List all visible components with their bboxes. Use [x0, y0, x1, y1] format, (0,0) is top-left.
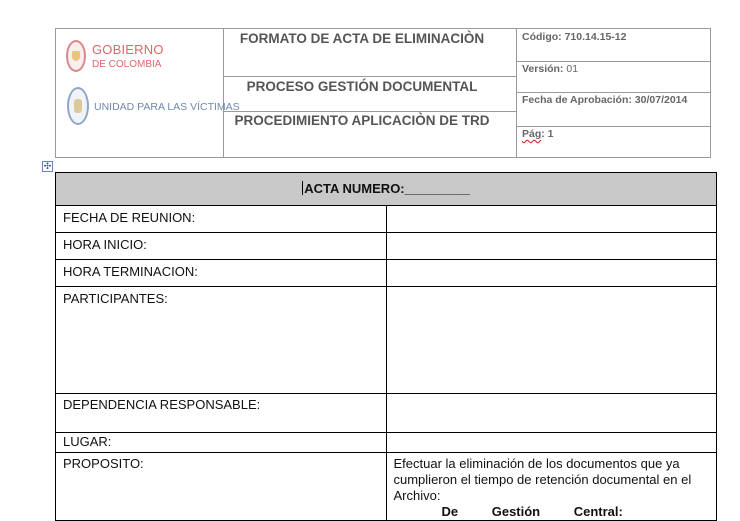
- fecha-aprobacion-field: [522, 94, 687, 106]
- codigo-value: 710.14.15-12: [564, 31, 627, 43]
- emblem-icon: [67, 87, 89, 125]
- codigo-label: Código:: [522, 31, 562, 43]
- fecha-reunion-field[interactable]: [386, 206, 717, 233]
- proposito-archivo-options: De Gestión Central:: [441, 504, 623, 519]
- gobierno-logo: [66, 39, 216, 79]
- codigo-field: [522, 31, 626, 43]
- acta-number-row: [56, 173, 717, 206]
- participantes-field[interactable]: [386, 287, 717, 394]
- document-header: [55, 28, 711, 158]
- proposito-label: PROPOSITO:: [56, 453, 387, 521]
- hora-inicio-field[interactable]: [386, 233, 717, 260]
- lugar-field[interactable]: [386, 433, 717, 453]
- proposito-field[interactable]: [386, 453, 717, 521]
- table-row: [56, 433, 717, 453]
- table-move-handle-icon[interactable]: ✣: [43, 161, 52, 171]
- hora-terminacion-label: HORA TERMINACION:: [56, 260, 387, 287]
- version-value: 01: [566, 63, 579, 75]
- pagina-field: [522, 128, 554, 140]
- fecha-reunion-label: FECHA DE REUNION:: [56, 206, 387, 233]
- hora-terminacion-field[interactable]: [386, 260, 717, 287]
- proposito-text: Efectuar la eliminación de los documentos que ya cumplieron el tiempo de retención documental en el Archivo:: [393, 456, 692, 503]
- table-row: [56, 287, 717, 394]
- header-divider: [516, 29, 517, 157]
- lugar-label: LUGAR:: [56, 433, 387, 453]
- version-field: [522, 63, 578, 75]
- table-row: [56, 394, 717, 433]
- participantes-label: PARTICIPANTES:: [56, 287, 387, 394]
- procedure-title: PROCEDIMIENTO APLICACIÒN DE TRD: [234, 113, 490, 128]
- acta-form-table: [55, 172, 717, 521]
- document-title: FORMATO DE ACTA DE ELIMINACIÒN: [239, 31, 485, 46]
- acta-number-label: ACTA NUMERO:_________: [304, 181, 470, 196]
- table-row: [56, 260, 717, 287]
- victimas-logo-text: UNIDAD PARA LAS VÍCTIMAS: [94, 101, 240, 113]
- header-divider: [223, 111, 516, 112]
- dependencia-label: DEPENDENCIA RESPONSABLE:: [56, 394, 387, 433]
- header-divider: [516, 92, 711, 93]
- fecha-label: Fecha de Aprobación:: [522, 94, 632, 106]
- header-divider: [516, 126, 711, 127]
- gobierno-logo-line1: GOBIERNO: [92, 42, 164, 57]
- pagina-value: : 1: [541, 128, 554, 140]
- process-title: PROCESO GESTIÓN DOCUMENTAL: [246, 79, 478, 94]
- hora-inicio-label: HORA INICIO:: [56, 233, 387, 260]
- pagina-label: Pág: [522, 128, 542, 140]
- header-divider: [223, 76, 516, 77]
- table-row: [56, 453, 717, 521]
- victimas-logo: [66, 87, 240, 127]
- coat-of-arms-icon: [66, 40, 86, 72]
- acta-number-cell[interactable]: [56, 173, 717, 206]
- table-row: [56, 233, 717, 260]
- version-label: Versión:: [522, 63, 564, 75]
- fecha-value: 30/07/2014: [634, 94, 688, 106]
- header-divider: [516, 61, 711, 62]
- table-row: [56, 206, 717, 233]
- gobierno-logo-line2: DE COLOMBIA: [92, 59, 162, 70]
- dependencia-field[interactable]: [386, 394, 717, 433]
